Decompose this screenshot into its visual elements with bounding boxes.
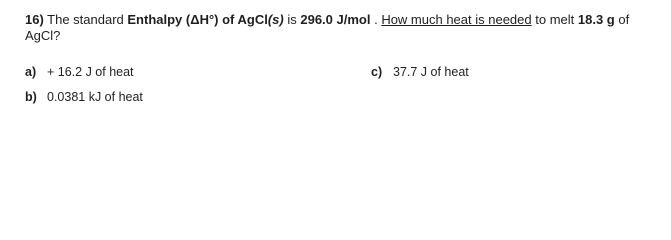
question-text <box>25 12 655 44</box>
question-number: 16) <box>25 12 44 27</box>
answer-choice-b[interactable] <box>25 90 143 105</box>
choice-text: 37.7 J of heat <box>393 65 469 79</box>
enthalpy-term: Enthalpy (ΔH°) of <box>127 12 238 27</box>
question-text-part: . <box>370 12 382 27</box>
question-text-part: of AgCl? <box>25 12 630 43</box>
compound-name: AgCl <box>237 12 268 27</box>
state-symbol: (s) <box>267 12 284 27</box>
question-text-part: to melt <box>531 12 578 27</box>
choice-letter: b) <box>25 90 37 104</box>
answer-choice-c[interactable] <box>371 65 469 80</box>
choice-text: + 16.2 J of heat <box>47 65 134 79</box>
answer-choice-a[interactable] <box>25 65 134 80</box>
enthalpy-value: 296.0 J/mol <box>300 12 371 27</box>
choice-letter: c) <box>371 65 383 79</box>
choice-text: 0.0381 kJ of heat <box>47 90 143 104</box>
question-ask: How much heat is needed <box>381 12 532 27</box>
mass-value: 18.3 g <box>577 12 615 27</box>
question-text-part: is <box>283 12 301 27</box>
question-text-part: The standard <box>43 12 128 27</box>
choice-letter: a) <box>25 65 37 79</box>
